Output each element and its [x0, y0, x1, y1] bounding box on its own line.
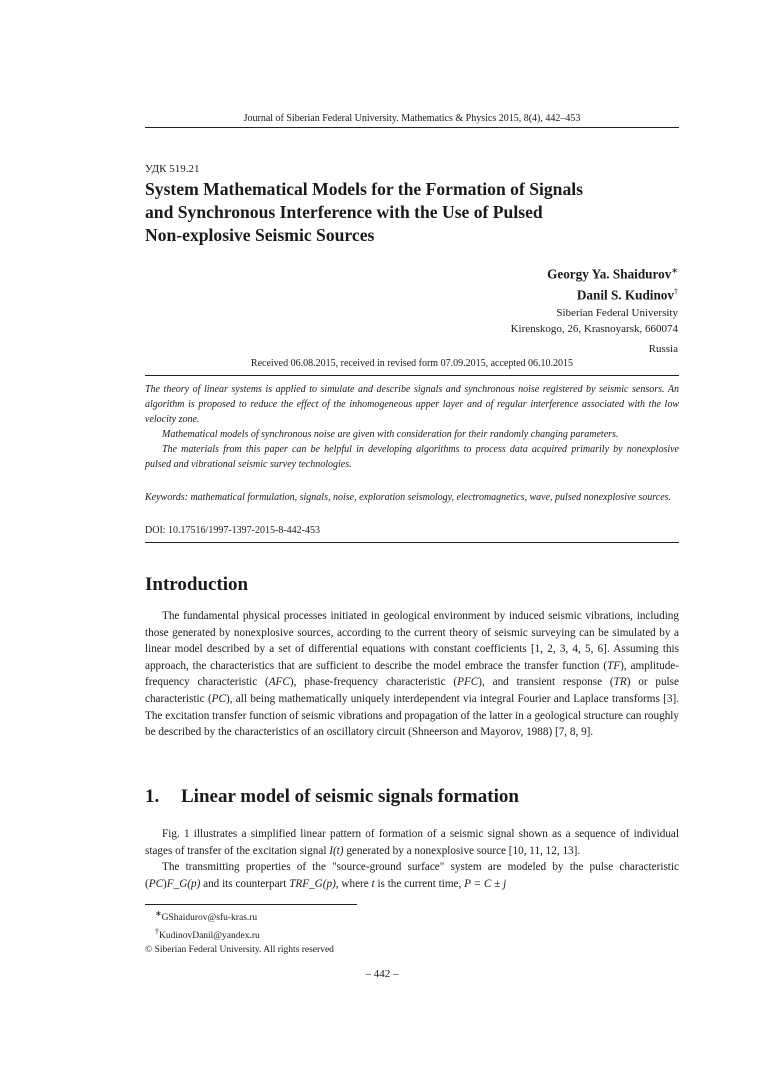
abstract-paragraph: Mathematical models of synchronous noise are given with consideration for their randomly changing parameters. — [162, 429, 619, 440]
abstract — [145, 382, 679, 472]
header-rule — [145, 127, 679, 128]
author-block — [511, 262, 678, 357]
section-heading-introduction: Introduction — [145, 574, 249, 595]
title-line: and Synchronous Interference with the Use of Pulsed — [145, 202, 543, 222]
abstract-bottom-rule — [145, 542, 679, 543]
section-heading-1: 1. Linear model of seismic signals formation — [145, 786, 519, 807]
author-name: Danil S. Kudinov† — [576, 287, 678, 303]
footnote: †KudinovDanil@yandex.ru — [155, 927, 260, 942]
section-1-text — [145, 826, 679, 892]
abstract-paragraph: The theory of linear systems is applied to simulate and describe signals and synchronous noise registered by seismic sensors. An algorithm is proposed to reduce the effect of the inhomogeneous upper layer and of regular interference associated with the low velocity zone. — [145, 384, 679, 425]
introduction-text — [145, 608, 679, 741]
abstract-top-rule — [145, 375, 679, 376]
body-paragraph: The transmitting properties of the "source-ground surface" system are modeled by the pulse characteristic (PC)F_G(p) and its counterpart TRF_G(p), where t is the current time, P = C ± j — [145, 861, 679, 890]
doi: DOI: 10.17516/1997-1397-2015-8-442-453 — [145, 525, 320, 536]
title-line: System Mathematical Models for the Formation of Signals — [145, 179, 583, 199]
body-paragraph: Fig. 1 illustrates a simplified linear pattern of formation of a seismic signal shown as a sequence of individual stages of transfer of the excitation signal I(t) generated by a nonexplosive source [10, 11, 12, 13]. — [145, 828, 679, 857]
abstract-paragraph: The materials from this paper can be helpful in developing algorithms to process data acquired primarily by nonexplosive pulsed and vibrational seismic survey technologies. — [145, 444, 679, 470]
udk-code: УДК 519.21 — [145, 163, 200, 175]
copyright-notice: © Siberian Federal University. All rights reserved — [145, 945, 334, 956]
footnotes — [145, 907, 334, 957]
affiliation-org: Siberian Federal University — [556, 306, 678, 319]
body-paragraph: The fundamental physical processes initiated in geological environment by induced seismic vibrations, including those generated by nonexplosive sources, according to the current theory of seismic surveying can be simulated by a linear model described by a set of differential equations with constant coefficients [1, 2, 3, 4, 5, 6]. Assuming this approach, the characteristics that are sufficient to describe the model embrace the transfer function (TF), amplitude-frequency characteristic (AFC), phase-frequency characteristic (PFC), and transient response (TR) or pulse characteristic (PC), all being mathematically uniquely interdependent via integral Fourier and Laplace transforms [3]. The excitation transfer function of seismic vibrations and propagation of the latter in a geological structure can roughly be described by the characteristics of an oscillatory circuit (Shneerson and Mayorov, 1988) [7, 8, 9]. — [145, 610, 679, 739]
title-line: Non-explosive Seismic Sources — [145, 225, 375, 245]
paper-title — [145, 178, 685, 247]
keywords: Keywords: mathematical formulation, signals, noise, exploration seismology, electromagnetics, wave, pulsed nonexplosive sources. — [145, 492, 672, 503]
footnote-rule — [145, 904, 357, 905]
footnote: ∗GShaidurov@sfu-kras.ru — [155, 909, 258, 924]
affiliation-address: Kirenskogo, 26, Krasnoyarsk, 660074 — [510, 322, 678, 335]
page-number: – 442 – — [365, 968, 399, 980]
running-head: Journal of Siberian Federal University. Mathematics & Physics 2015, 8(4), 442–453 — [243, 113, 581, 124]
affiliation-country: Russia — [648, 342, 678, 355]
author-name: Georgy Ya. Shaidurov∗ — [547, 266, 678, 282]
received-dates: Received 06.08.2015, received in revised form 07.09.2015, accepted 06.10.2015 — [250, 358, 574, 369]
